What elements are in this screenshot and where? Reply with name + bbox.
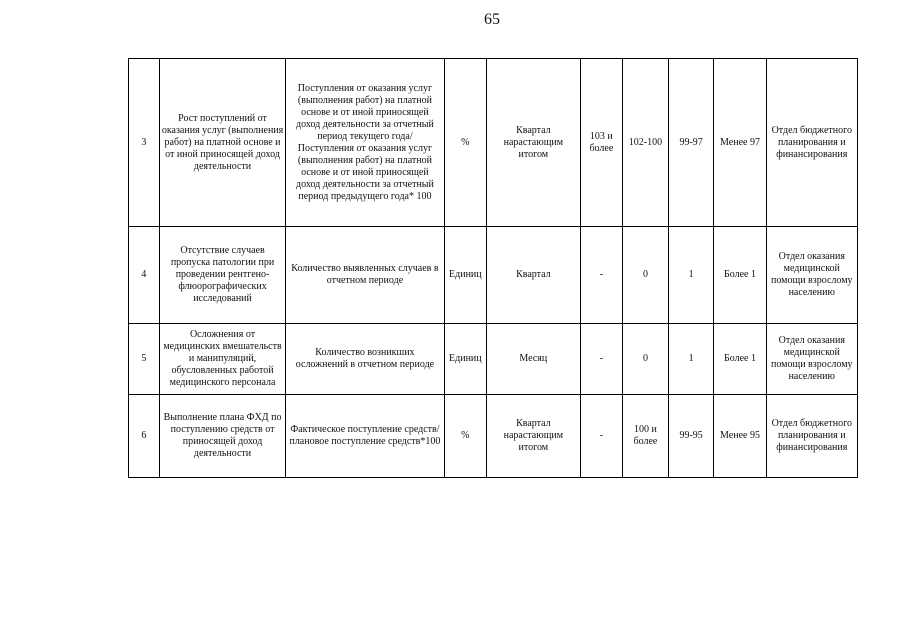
responsible-dept: Отдел оказания медицинской помощи взрослому населению (766, 227, 857, 324)
indicator-name: Осложнения от медицинских вмешательств и манипуляций, обусловленных работой медицинского персонала (159, 324, 285, 395)
unit: Единиц (444, 324, 487, 395)
indicator-formula: Фактическое поступление средств/плановое поступление средств*100 (286, 395, 444, 478)
indicator-formula: Количество возникших осложнений в отчетном периоде (286, 324, 444, 395)
value-level-4: Менее 97 (714, 59, 766, 227)
row-number: 4 (129, 227, 160, 324)
table-row (129, 227, 858, 324)
indicators-table (128, 58, 858, 478)
value-level-2: 100 и более (623, 395, 669, 478)
period: Квартал нарастающим итогом (487, 59, 581, 227)
indicator-name: Рост поступлений от оказания услуг (выполнения работ) на платной основе и от иной приносящей доход деятельности (159, 59, 285, 227)
value-level-1: - (580, 227, 623, 324)
responsible-dept: Отдел бюджетного планирования и финансирования (766, 59, 857, 227)
unit: % (444, 395, 487, 478)
table-row (129, 59, 858, 227)
unit: Единиц (444, 227, 487, 324)
period: Квартал нарастающим итогом (487, 395, 581, 478)
indicator-formula: Поступления от оказания услуг (выполнения работ) на платной основе и от иной приносящей доход деятельности за отчетный период текущего года/ Поступления от оказания услуг (выполнения работ) на платной основе и от иной приносящей доход деятельности за отчетный период предыдущего года* 100 (286, 59, 444, 227)
value-level-4: Более 1 (714, 324, 766, 395)
value-level-3: 99-95 (668, 395, 714, 478)
period: Квартал (487, 227, 581, 324)
row-number: 6 (129, 395, 160, 478)
responsible-dept: Отдел оказания медицинской помощи взрослому населению (766, 324, 857, 395)
indicator-name: Отсутствие случаев пропуска патологии при проведении рентгено-флюорографических исследований (159, 227, 285, 324)
row-number: 3 (129, 59, 160, 227)
value-level-2: 102-100 (623, 59, 669, 227)
unit: % (444, 59, 487, 227)
value-level-4: Более 1 (714, 227, 766, 324)
value-level-4: Менее 95 (714, 395, 766, 478)
indicator-formula: Количество выявленных случаев в отчетном периоде (286, 227, 444, 324)
value-level-1: - (580, 395, 623, 478)
table-row (129, 395, 858, 478)
indicator-name: Выполнение плана ФХД по поступлению средств от приносящей доход деятельности (159, 395, 285, 478)
period: Месяц (487, 324, 581, 395)
table-row (129, 324, 858, 395)
value-level-3: 1 (668, 324, 714, 395)
value-level-3: 1 (668, 227, 714, 324)
value-level-2: 0 (623, 227, 669, 324)
value-level-1: 103 и более (580, 59, 623, 227)
value-level-1: - (580, 324, 623, 395)
value-level-3: 99-97 (668, 59, 714, 227)
responsible-dept: Отдел бюджетного планирования и финансирования (766, 395, 857, 478)
page-number: 65 (484, 11, 500, 28)
value-level-2: 0 (623, 324, 669, 395)
row-number: 5 (129, 324, 160, 395)
